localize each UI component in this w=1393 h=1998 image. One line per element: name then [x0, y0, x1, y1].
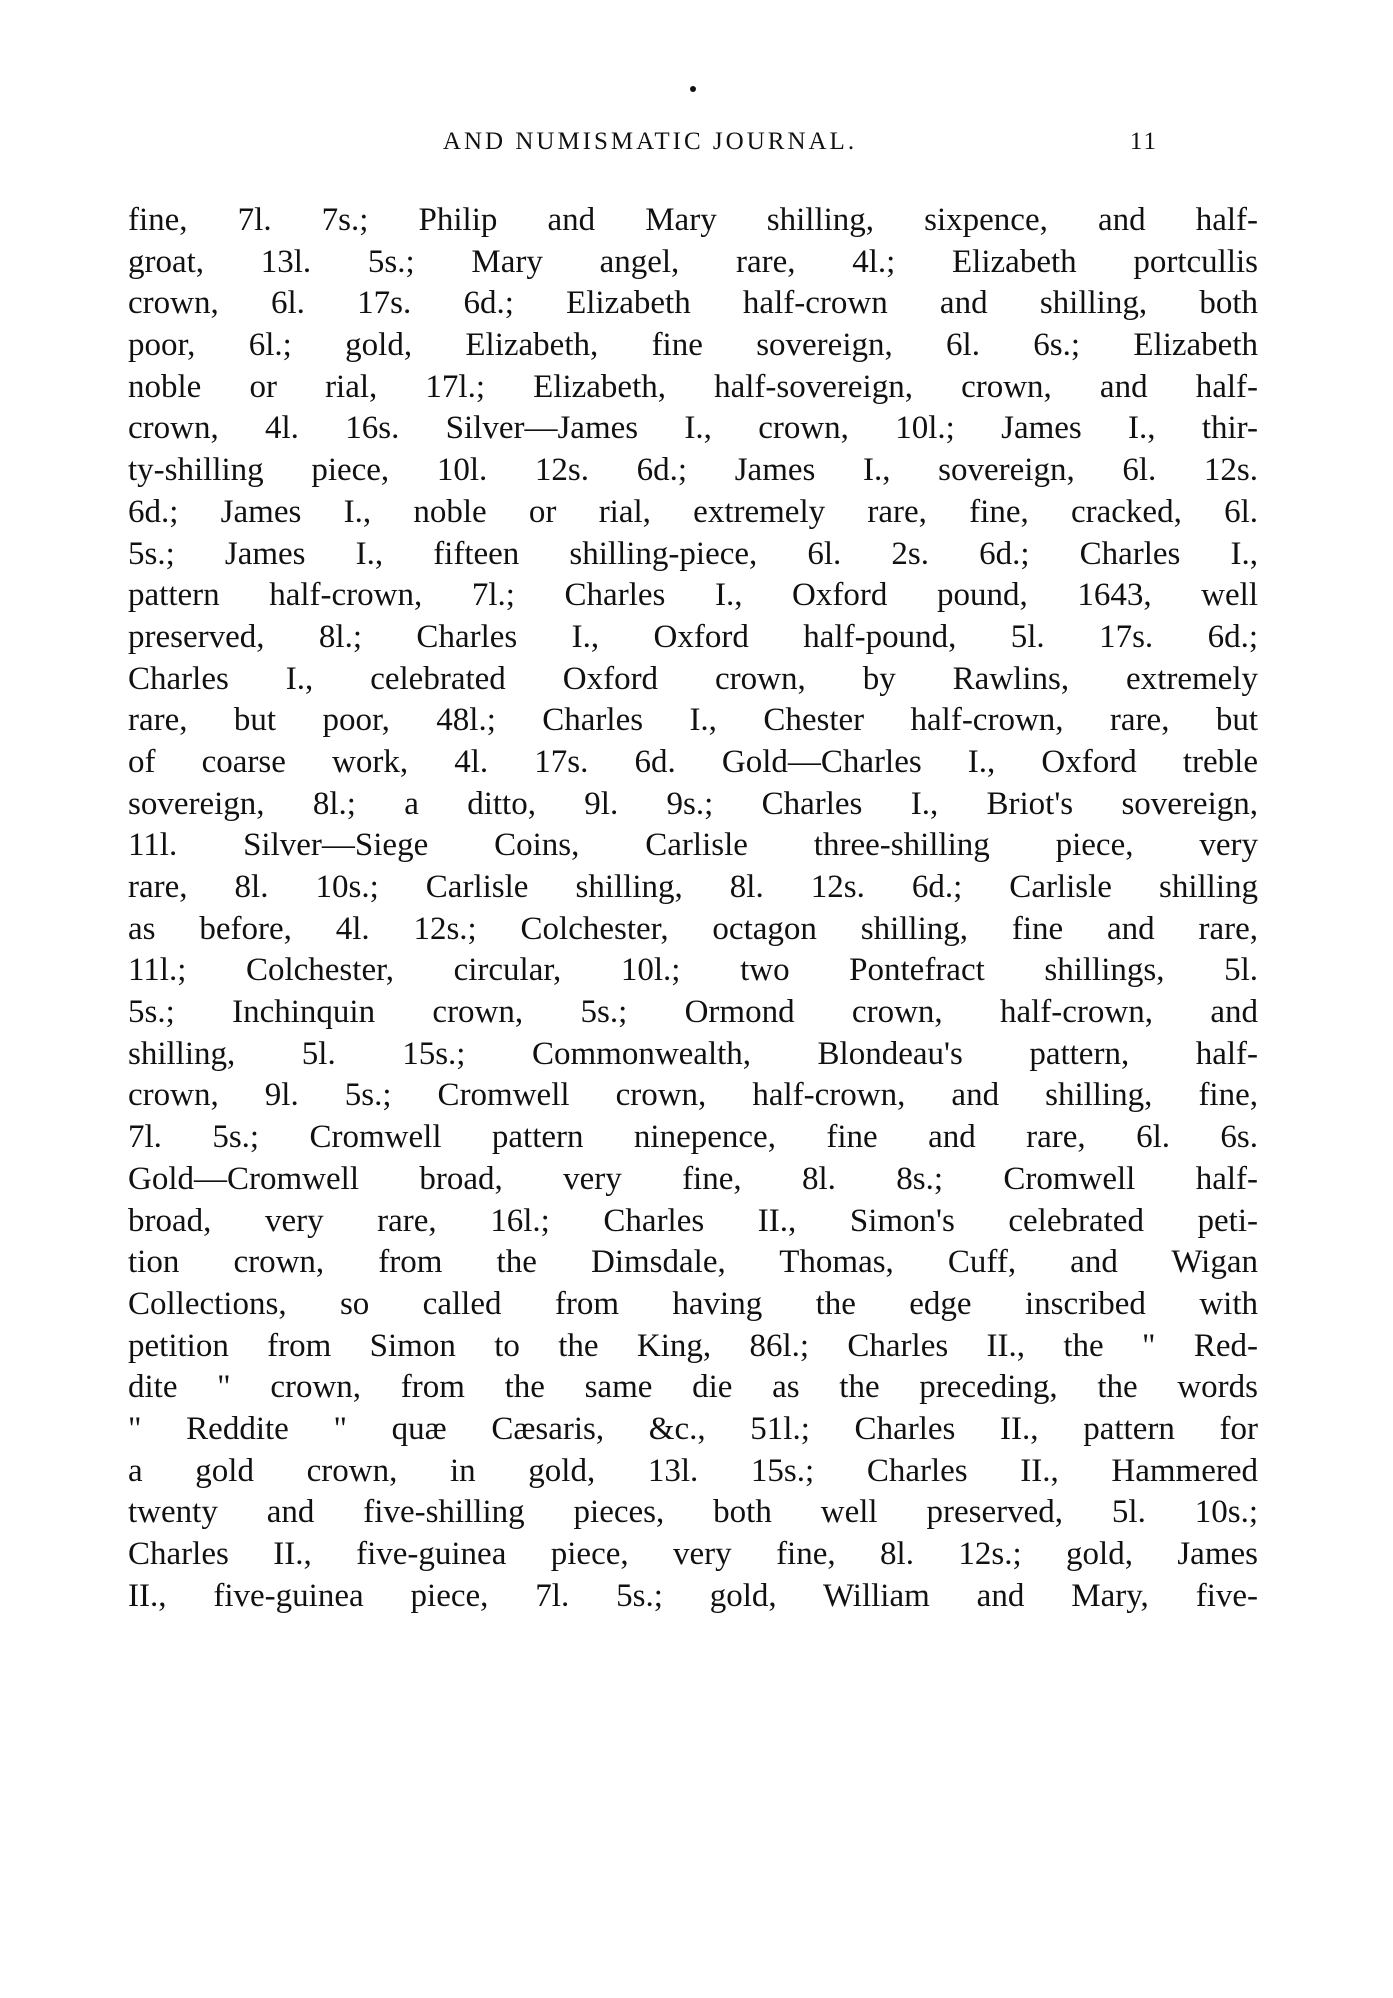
text-line: rare, but poor, 48l.; Charles I., Chester half-crown, rare, but — [128, 702, 1258, 739]
text-line: shilling, 5l. 15s.; Commonwealth, Blondeau's pattern, half- — [128, 1035, 1258, 1072]
text-line: groat, 13l. 5s.; Mary angel, rare, 4l.; Elizabeth portcullis — [128, 243, 1258, 280]
text-line: 5s.; James I., fifteen shilling-piece, 6l. 2s. 6d.; Charles I., — [128, 535, 1258, 572]
text-line: crown, 4l. 16s. Silver—James I., crown, 10l.; James I., thir- — [128, 410, 1258, 447]
text-line: petition from Simon to the King, 86l.; Charles II., the " Red- — [128, 1327, 1258, 1364]
text-line: Charles II., five-guinea piece, very fine, 8l. 12s.; gold, James — [128, 1536, 1258, 1572]
text-line: ty-shilling piece, 10l. 12s. 6d.; James I., sovereign, 6l. 12s. — [128, 452, 1258, 489]
text-line: poor, 6l.; gold, Elizabeth, fine sovereign, 6l. 6s.; Elizabeth — [128, 327, 1258, 364]
text-line: of coarse work, 4l. 17s. 6d. Gold—Charles I., Oxford treble — [128, 743, 1258, 780]
text-line: " Reddite " quæ Cæsaris, &c., 51l.; Charles II., pattern for — [128, 1410, 1258, 1447]
text-line: sovereign, 8l.; a ditto, 9l. 9s.; Charles I., Briot's sovereign, — [128, 785, 1258, 822]
text-line: noble or rial, 17l.; Elizabeth, half-sovereign, crown, and half- — [128, 368, 1258, 405]
text-line: twenty and five-shilling pieces, both well preserved, 5l. 10s.; — [128, 1494, 1258, 1531]
text-line: 6d.; James I., noble or rial, extremely rare, fine, cracked, 6l. — [128, 493, 1258, 530]
text-line: as before, 4l. 12s.; Colchester, octagon shilling, fine and rare, — [128, 910, 1258, 947]
text-line: 11l. Silver—Siege Coins, Carlisle three-shilling piece, very — [128, 827, 1258, 864]
running-title: AND NUMISMATIC JOURNAL. — [442, 128, 858, 155]
text-line: a gold crown, in gold, 13l. 15s.; Charles II., Hammered — [128, 1452, 1258, 1489]
text-line: preserved, 8l.; Charles I., Oxford half-pound, 5l. 17s. 6d.; — [128, 618, 1258, 655]
text-line: rare, 8l. 10s.; Carlisle shilling, 8l. 12s. 6d.; Carlisle shilling — [128, 869, 1258, 905]
text-line: crown, 9l. 5s.; Cromwell crown, half-crown, and shilling, fine, — [128, 1077, 1258, 1114]
text-line: broad, very rare, 16l.; Charles II., Simon's celebrated peti- — [128, 1202, 1258, 1239]
text-line: Collections, so called from having the edge inscribed with — [128, 1285, 1258, 1322]
text-line: II., five-guinea piece, 7l. 5s.; gold, William and Mary, five- — [128, 1577, 1258, 1614]
running-head — [0, 128, 1393, 168]
text-line: tion crown, from the Dimsdale, Thomas, Cuff, and Wigan — [128, 1244, 1258, 1281]
text-line: fine, 7l. 7s.; Philip and Mary shilling, sixpence, and half- — [128, 202, 1258, 238]
text-line: 7l. 5s.; Cromwell pattern ninepence, fine and rare, 6l. 6s. — [128, 1119, 1258, 1156]
printer-dot — [690, 86, 696, 92]
body-text — [128, 200, 1258, 1617]
text-line: 11l.; Colchester, circular, 10l.; two Pontefract shillings, 5l. — [128, 952, 1258, 989]
text-line: Gold—Cromwell broad, very fine, 8l. 8s.; Cromwell half- — [128, 1160, 1258, 1197]
text-line: dite " crown, from the same die as the preceding, the words — [128, 1369, 1258, 1406]
text-line: pattern half-crown, 7l.; Charles I., Oxford pound, 1643, well — [128, 577, 1258, 614]
page-number: 11 — [1129, 128, 1158, 155]
text-line: crown, 6l. 17s. 6d.; Elizabeth half-crown and shilling, both — [128, 285, 1258, 322]
text-line: 5s.; Inchinquin crown, 5s.; Ormond crown, half-crown, and — [128, 994, 1258, 1031]
text-line: Charles I., celebrated Oxford crown, by Rawlins, extremely — [128, 660, 1258, 697]
